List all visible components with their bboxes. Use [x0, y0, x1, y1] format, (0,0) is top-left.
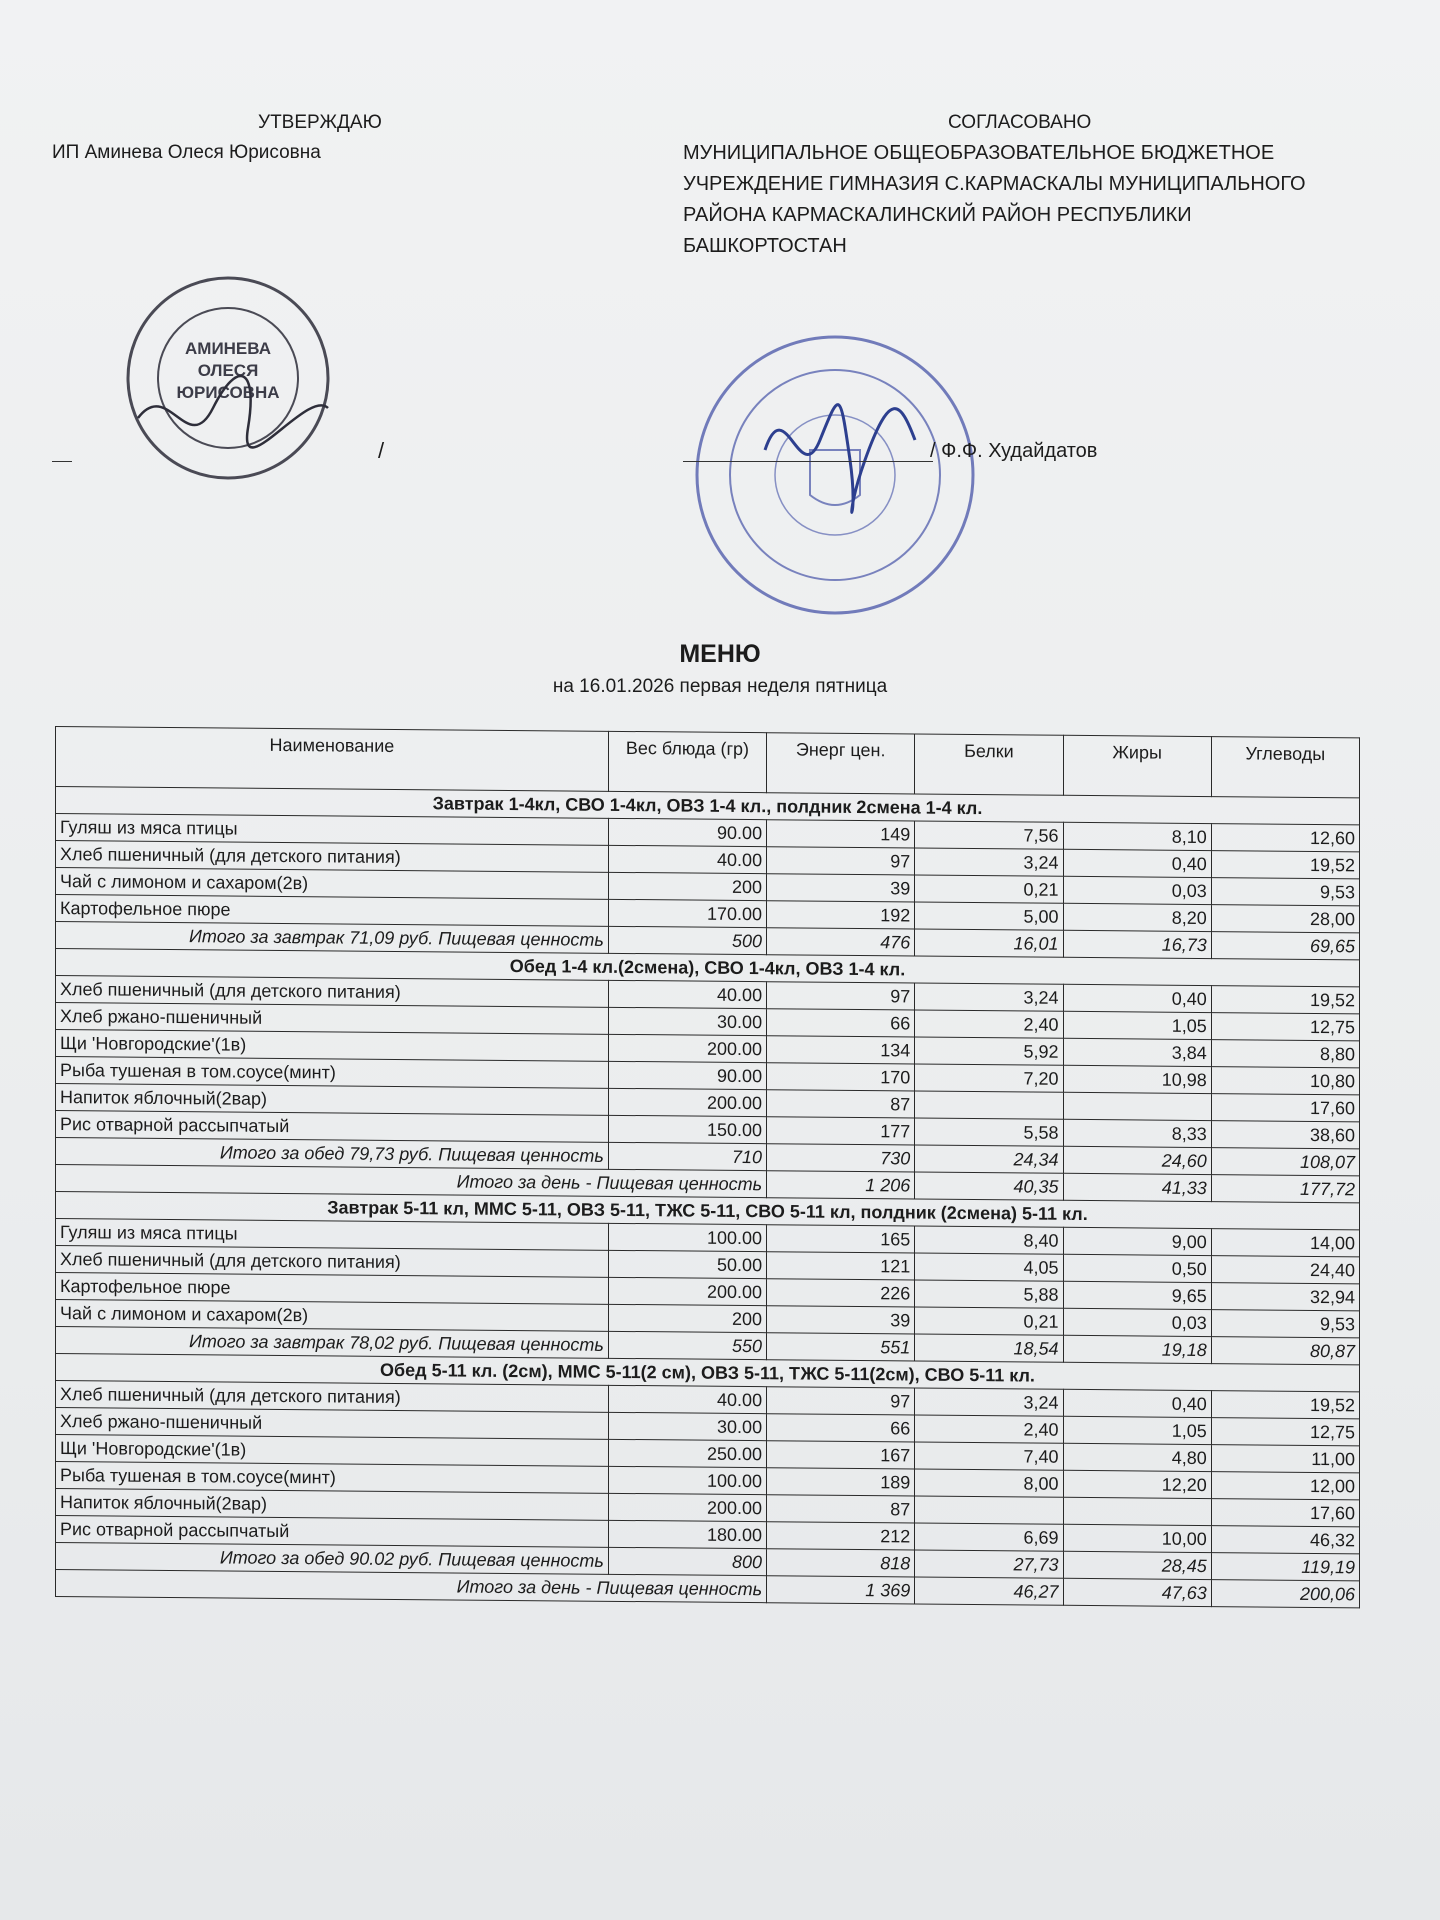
header-fat: Жиры	[1063, 735, 1211, 796]
dish-weight: 170.00	[608, 899, 766, 927]
total-carbs: 119,19	[1211, 1553, 1359, 1581]
dish-carbs: 10,80	[1211, 1067, 1359, 1095]
dish-fat: 10,98	[1063, 1065, 1211, 1093]
dish-energy: 87	[767, 1090, 915, 1118]
dish-energy: 134	[767, 1036, 915, 1064]
stamp-line-3: ЮРИСОВНА	[176, 383, 280, 402]
dish-fat: 1,05	[1063, 1416, 1211, 1444]
dish-carbs: 11,00	[1211, 1445, 1359, 1473]
dish-energy: 39	[767, 1306, 915, 1334]
dish-name: Щи 'Новгородские'(1в)	[56, 1435, 609, 1467]
total-protein: 18,54	[915, 1334, 1063, 1362]
approve-name: ИП Аминева Олеся Юрисовна	[52, 142, 321, 163]
dish-energy: 66	[767, 1414, 915, 1442]
dish-fat: 4,80	[1063, 1443, 1211, 1471]
dish-protein: 3,24	[915, 848, 1063, 876]
day-total-energy: 1 369	[767, 1576, 915, 1604]
dish-protein: 0,21	[915, 875, 1063, 903]
dish-weight: 250.00	[608, 1439, 766, 1467]
dish-name: Хлеб пшеничный (для детского питания)	[56, 841, 609, 873]
dish-carbs: 12,60	[1211, 824, 1359, 852]
dish-fat	[1063, 1092, 1211, 1120]
dish-protein: 5,88	[915, 1280, 1063, 1308]
header-carbs: Углеводы	[1211, 737, 1359, 798]
total-protein: 24,34	[915, 1145, 1063, 1173]
day-total-fat: 41,33	[1063, 1173, 1211, 1201]
dish-weight: 30.00	[608, 1412, 766, 1440]
org-line-1: МУНИЦИПАЛЬНОЕ ОБЩЕОБРАЗОВАТЕЛЬНОЕ БЮДЖЕТНОЕ	[683, 142, 1275, 164]
total-weight: 500	[608, 926, 766, 954]
total-carbs: 108,07	[1211, 1148, 1359, 1176]
dish-carbs: 9,53	[1211, 1310, 1359, 1338]
dish-protein	[915, 1496, 1063, 1524]
dish-name: Хлеб ржано-пшеничный	[56, 1408, 609, 1440]
dish-weight: 30.00	[608, 1007, 766, 1035]
dish-energy: 165	[767, 1225, 915, 1253]
day-total-label: Итого за день - Пищевая ценность	[56, 1165, 767, 1198]
dish-carbs: 19,52	[1211, 851, 1359, 879]
total-energy: 551	[767, 1333, 915, 1361]
dish-fat: 9,65	[1063, 1281, 1211, 1309]
dish-carbs: 17,60	[1211, 1094, 1359, 1122]
dish-energy: 167	[767, 1441, 915, 1469]
menu-table	[55, 726, 1360, 1608]
total-fat: 19,18	[1063, 1335, 1211, 1363]
dish-fat: 0,03	[1063, 876, 1211, 904]
total-protein: 16,01	[915, 929, 1063, 957]
dish-name: Хлеб ржано-пшеничный	[56, 1003, 609, 1035]
header-protein: Белки	[915, 734, 1063, 795]
total-protein: 27,73	[915, 1550, 1063, 1578]
day-total-label: Итого за день - Пищевая ценность	[56, 1570, 767, 1603]
total-label: Итого за обед 79,73 руб. Пищевая ценность	[56, 1138, 609, 1170]
dish-fat	[1063, 1497, 1211, 1525]
total-fat: 24,60	[1063, 1146, 1211, 1174]
total-fat: 16,73	[1063, 930, 1211, 958]
org-line-4: БАШКОРТОСТАН	[683, 235, 847, 257]
section-title: Завтрак 1-4кл, СВО 1-4кл, ОВЗ 1-4 кл., полдник 2смена 1-4 кл.	[56, 787, 1360, 825]
dish-carbs: 14,00	[1211, 1229, 1359, 1257]
dish-carbs: 46,32	[1211, 1526, 1359, 1554]
dish-name: Напиток яблочный(2вар)	[56, 1084, 609, 1116]
signature-slash-left: /	[378, 438, 385, 463]
dish-carbs: 32,94	[1211, 1283, 1359, 1311]
dish-energy: 97	[767, 1387, 915, 1415]
seal-stamp-right	[690, 330, 980, 620]
menu-title: МЕНЮ	[679, 640, 761, 668]
dish-carbs: 19,52	[1211, 1391, 1359, 1419]
dish-protein: 5,00	[915, 902, 1063, 930]
header-energy: Энерг цен.	[767, 733, 915, 794]
dish-weight: 150.00	[608, 1115, 766, 1143]
signature-line-right	[683, 461, 933, 462]
day-total-carbs: 200,06	[1211, 1580, 1359, 1608]
total-weight: 800	[608, 1547, 766, 1575]
stamp-line-1: АМИНЕВА	[185, 339, 271, 358]
total-carbs: 69,65	[1211, 932, 1359, 960]
dish-energy: 149	[767, 820, 915, 848]
dish-carbs: 8,80	[1211, 1040, 1359, 1068]
dish-energy: 212	[767, 1522, 915, 1550]
agree-block	[683, 112, 1383, 262]
dish-carbs: 19,52	[1211, 986, 1359, 1014]
dish-name: Рыба тушеная в том.соусе(минт)	[56, 1462, 609, 1494]
table-header-row	[56, 727, 1360, 798]
dish-protein: 6,69	[915, 1523, 1063, 1551]
dish-protein: 5,92	[915, 1037, 1063, 1065]
dish-protein: 8,00	[915, 1469, 1063, 1497]
dish-weight: 180.00	[608, 1520, 766, 1548]
dish-protein: 3,24	[915, 983, 1063, 1011]
dish-weight: 40.00	[608, 980, 766, 1008]
section-title: Завтрак 5-11 кл, ММС 5-11, ОВЗ 5-11, ТЖС 5-11, СВО 5-11 кл, полдник (2смена) 5-11 кл.	[56, 1192, 1360, 1230]
dish-protein: 5,58	[915, 1118, 1063, 1146]
agree-organization	[683, 138, 1383, 262]
day-total-protein: 46,27	[915, 1577, 1063, 1605]
dish-weight: 40.00	[608, 1385, 766, 1413]
dish-carbs: 12,75	[1211, 1013, 1359, 1041]
dish-energy: 39	[767, 874, 915, 902]
dish-fat: 8,20	[1063, 903, 1211, 931]
dish-name: Рыба тушеная в том.соусе(минт)	[56, 1057, 609, 1089]
menu-subtitle: на 16.01.2026 первая неделя пятница	[552, 676, 888, 697]
dish-fat: 3,84	[1063, 1038, 1211, 1066]
dish-carbs: 38,60	[1211, 1121, 1359, 1149]
section-title: Обед 1-4 кл.(2смена), СВО 1-4кл, ОВЗ 1-4 кл.	[56, 949, 1360, 987]
dish-weight: 50.00	[608, 1250, 766, 1278]
dish-name: Гуляш из мяса птицы	[56, 1219, 609, 1251]
dish-name: Рис отварной рассыпчатый	[56, 1111, 609, 1143]
dish-fat: 0,50	[1063, 1254, 1211, 1282]
day-total-protein: 40,35	[915, 1172, 1063, 1200]
seal-stamp-left	[118, 268, 338, 488]
total-label: Итого за завтрак 78,02 руб. Пищевая ценность	[56, 1327, 609, 1359]
dish-name: Рис отварной рассыпчатый	[56, 1516, 609, 1548]
total-energy: 730	[767, 1144, 915, 1172]
dish-energy: 66	[767, 1009, 915, 1037]
dish-weight: 200.00	[608, 1034, 766, 1062]
dish-weight: 90.00	[608, 1061, 766, 1089]
signature-line-left	[52, 461, 72, 462]
total-carbs: 80,87	[1211, 1337, 1359, 1365]
dish-name: Хлеб пшеничный (для детского питания)	[56, 1381, 609, 1413]
dish-energy: 170	[767, 1063, 915, 1091]
dish-weight: 200.00	[608, 1277, 766, 1305]
dish-name: Картофельное пюре	[56, 1273, 609, 1305]
total-fat: 28,45	[1063, 1551, 1211, 1579]
total-weight: 550	[608, 1331, 766, 1359]
dish-name: Гуляш из мяса птицы	[56, 814, 609, 846]
dish-fat: 10,00	[1063, 1524, 1211, 1552]
dish-name: Хлеб пшеничный (для детского питания)	[56, 1246, 609, 1278]
dish-protein	[915, 1091, 1063, 1119]
dish-energy: 87	[767, 1495, 915, 1523]
dish-weight: 200	[608, 1304, 766, 1332]
day-total-carbs: 177,72	[1211, 1175, 1359, 1203]
dish-energy: 97	[767, 982, 915, 1010]
dish-carbs: 24,40	[1211, 1256, 1359, 1284]
agree-title: СОГЛАСОВАНО	[948, 112, 1092, 133]
dish-carbs: 28,00	[1211, 905, 1359, 933]
total-energy: 818	[767, 1549, 915, 1577]
dish-name: Чай с лимоном и сахаром(2в)	[56, 1300, 609, 1332]
dish-energy: 192	[767, 901, 915, 929]
dish-weight: 40.00	[608, 845, 766, 873]
dish-fat: 0,40	[1063, 849, 1211, 877]
dish-protein: 0,21	[915, 1307, 1063, 1335]
dish-name: Чай с лимоном и сахаром(2в)	[56, 868, 609, 900]
dish-energy: 177	[767, 1117, 915, 1145]
header-weight: Вес блюда (гр)	[608, 731, 766, 792]
dish-fat: 0,03	[1063, 1308, 1211, 1336]
dish-fat: 8,10	[1063, 822, 1211, 850]
dish-weight: 200.00	[608, 1088, 766, 1116]
header-name: Наименование	[56, 727, 609, 792]
menu-table-body	[56, 787, 1360, 1608]
dish-fat: 1,05	[1063, 1011, 1211, 1039]
org-line-3: РАЙОНА КАРМАСКАЛИНСКИЙ РАЙОН РЕСПУБЛИКИ	[683, 204, 1192, 226]
dish-fat: 9,00	[1063, 1227, 1211, 1255]
stamp-line-2: ОЛЕСЯ	[197, 361, 259, 380]
dish-name: Напиток яблочный(2вар)	[56, 1489, 609, 1521]
day-total-energy: 1 206	[767, 1171, 915, 1199]
dish-carbs: 12,00	[1211, 1472, 1359, 1500]
dish-energy: 121	[767, 1252, 915, 1280]
total-weight: 710	[608, 1142, 766, 1170]
dish-weight: 100.00	[608, 1466, 766, 1494]
total-energy: 476	[767, 928, 915, 956]
dish-fat: 8,33	[1063, 1119, 1211, 1147]
dish-protein: 2,40	[915, 1415, 1063, 1443]
section-title: Обед 5-11 кл. (2см), ММС 5-11(2 см), ОВЗ 5-11, ТЖС 5-11(2см), СВО 5-11 кл.	[56, 1354, 1360, 1392]
dish-weight: 200.00	[608, 1493, 766, 1521]
total-label: Итого за обед 90.02 руб. Пищевая ценность	[56, 1543, 609, 1575]
dish-protein: 7,40	[915, 1442, 1063, 1470]
dish-protein: 4,05	[915, 1253, 1063, 1281]
signer-name: / Ф.Ф. Худайдатов	[930, 440, 1098, 462]
dish-protein: 8,40	[915, 1226, 1063, 1254]
dish-protein: 7,20	[915, 1064, 1063, 1092]
dish-fat: 12,20	[1063, 1470, 1211, 1498]
dish-energy: 97	[767, 847, 915, 875]
total-label: Итого за завтрак 71,09 руб. Пищевая ценность	[56, 922, 609, 954]
dish-name: Щи 'Новгородские'(1в)	[56, 1030, 609, 1062]
dish-weight: 90.00	[608, 818, 766, 846]
dish-energy: 189	[767, 1468, 915, 1496]
dish-name: Хлеб пшеничный (для детского питания)	[56, 976, 609, 1008]
dish-protein: 2,40	[915, 1010, 1063, 1038]
dish-fat: 0,40	[1063, 984, 1211, 1012]
dish-weight: 100.00	[608, 1223, 766, 1251]
dish-fat: 0,40	[1063, 1389, 1211, 1417]
dish-protein: 7,56	[915, 821, 1063, 849]
dish-carbs: 12,75	[1211, 1418, 1359, 1446]
dish-weight: 200	[608, 872, 766, 900]
approve-title: УТВЕРЖДАЮ	[258, 112, 382, 133]
dish-protein: 3,24	[915, 1388, 1063, 1416]
dish-carbs: 9,53	[1211, 878, 1359, 906]
dish-name: Картофельное пюре	[56, 895, 609, 927]
day-total-fat: 47,63	[1063, 1578, 1211, 1606]
dish-energy: 226	[767, 1279, 915, 1307]
org-line-2: УЧРЕЖДЕНИЕ ГИМНАЗИЯ С.КАРМАСКАЛЫ МУНИЦИПАЛЬНОГО	[683, 173, 1306, 195]
dish-carbs: 17,60	[1211, 1499, 1359, 1527]
